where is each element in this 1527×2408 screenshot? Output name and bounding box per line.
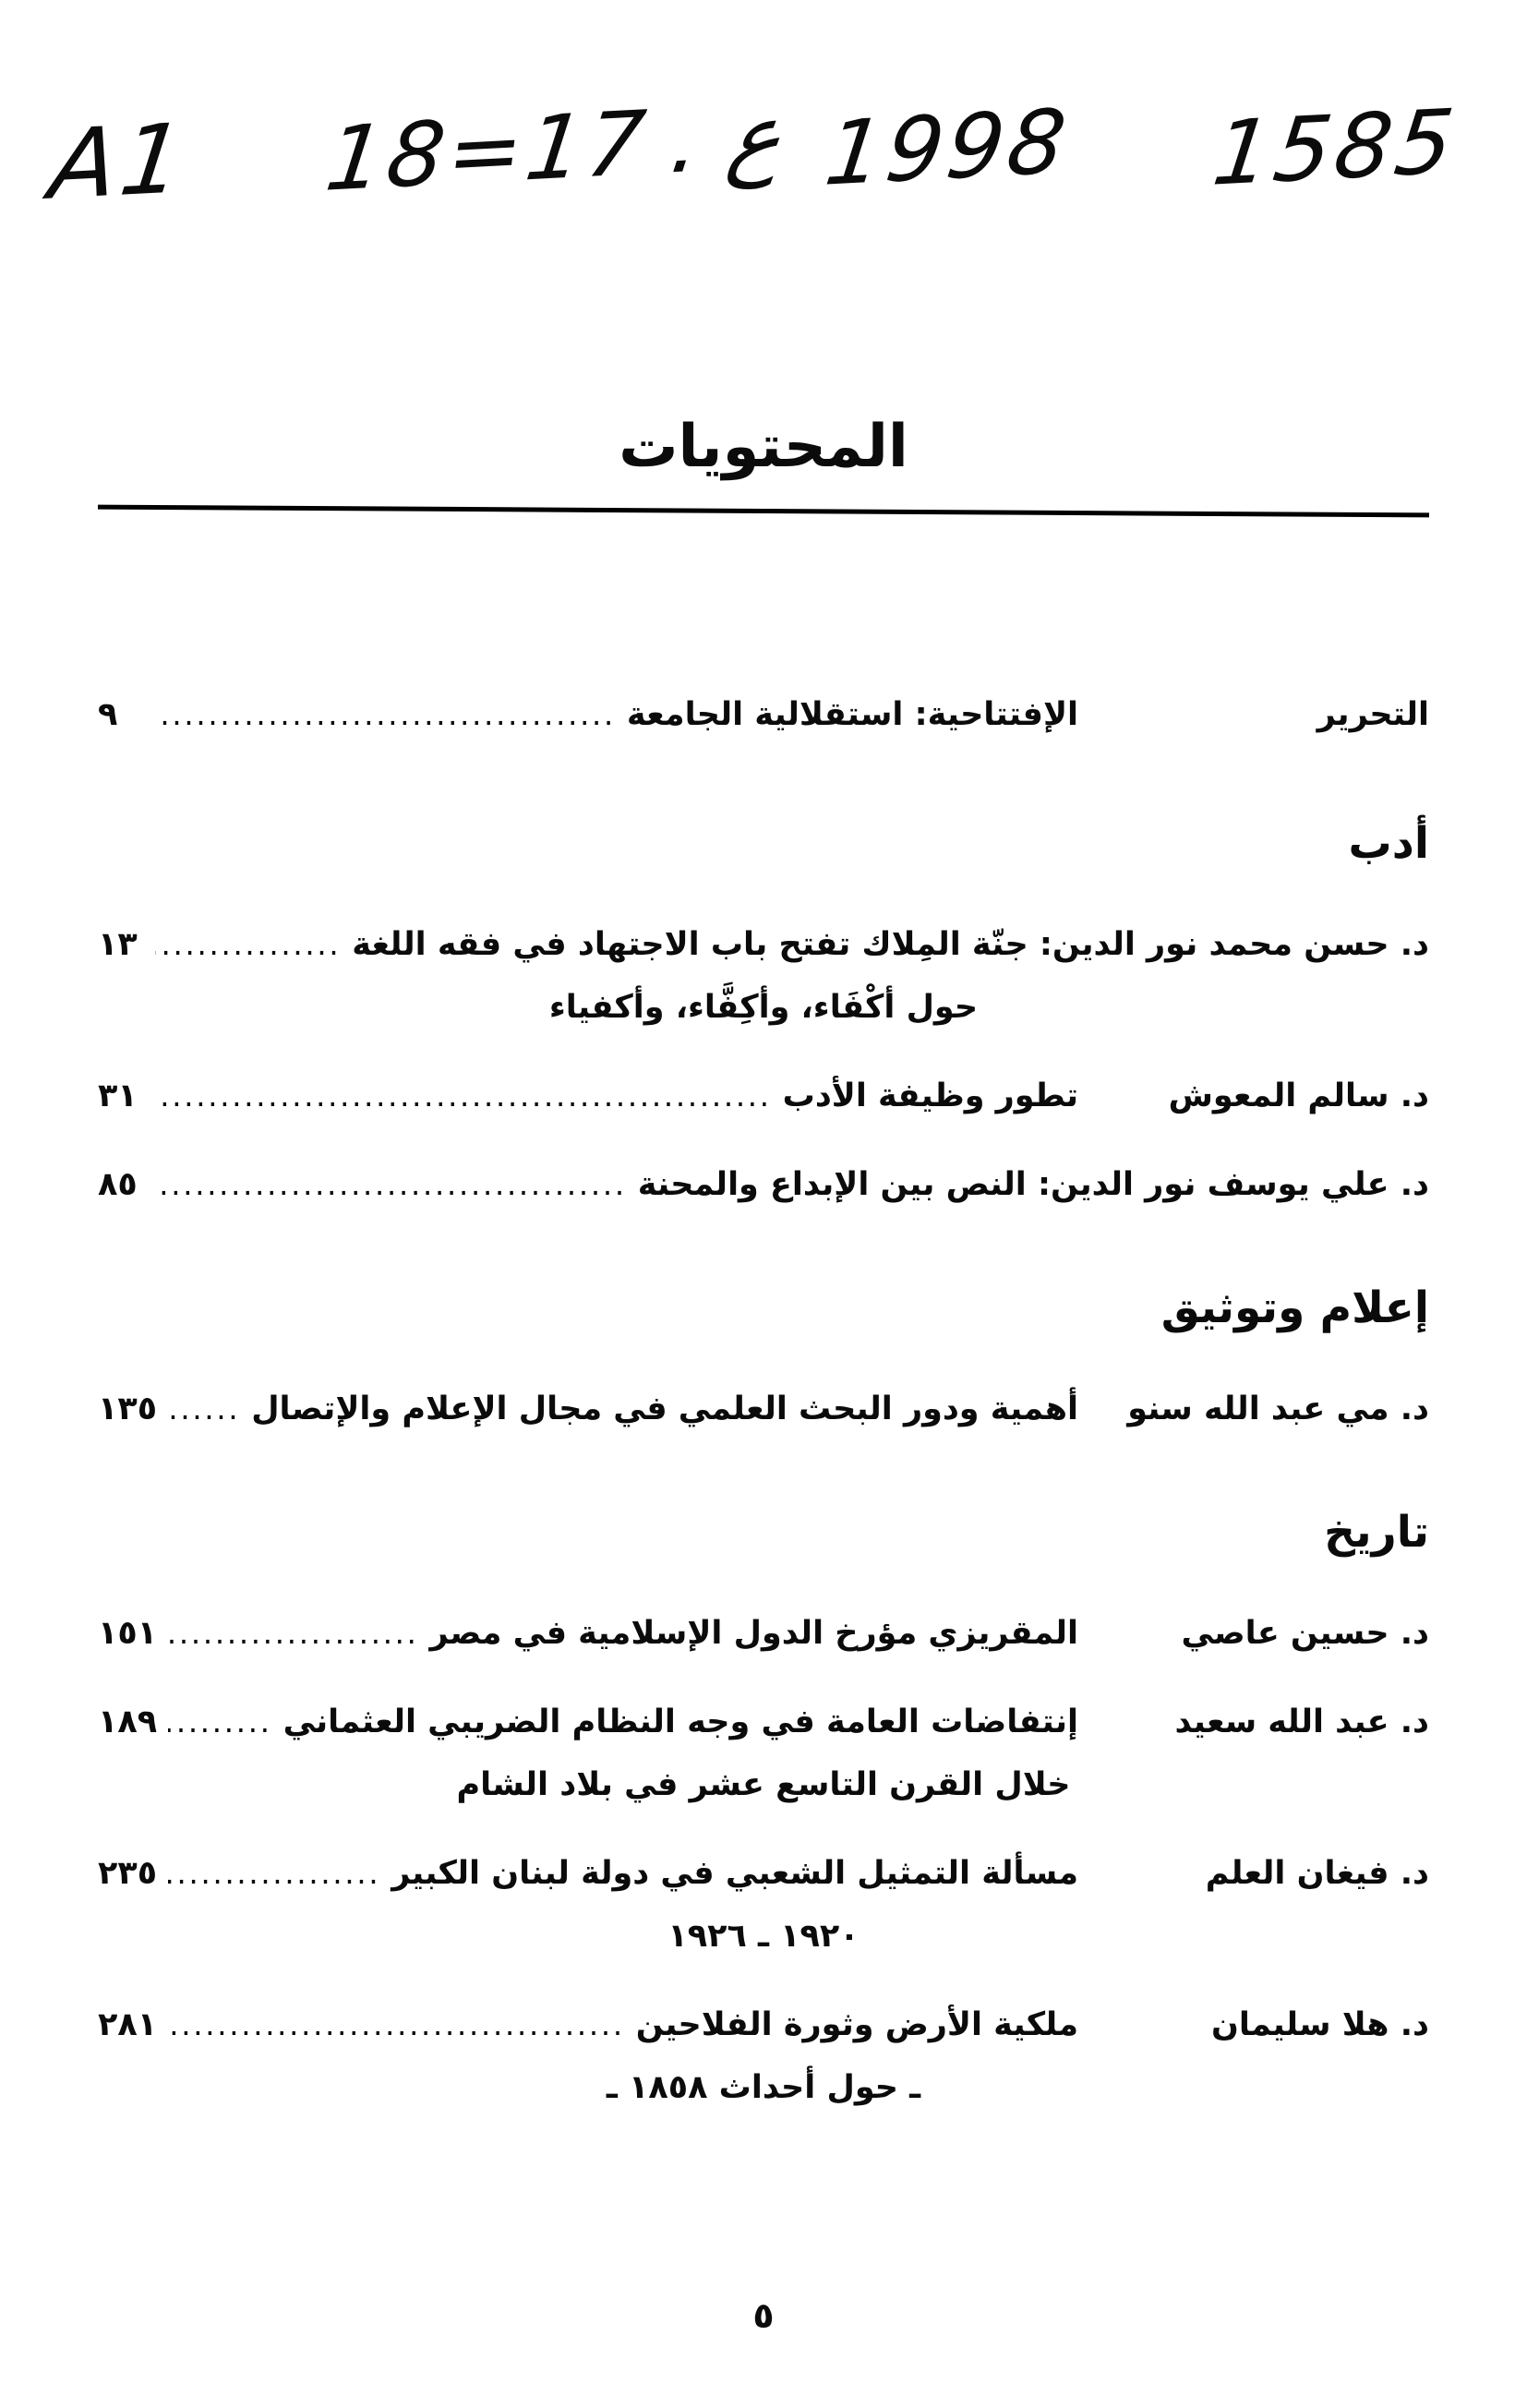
toc-entry-author: د. مي عبد الله سنو [1127,1391,1429,1427]
page-number-footer: ٥ [752,2295,775,2336]
document-page [0,79,1527,2408]
handwritten-code: A1 [43,102,194,222]
toc-entry [98,1391,1429,1427]
toc-entry-subtitle: ١٩٢٠ ـ ١٩٢٦ [667,1918,860,1955]
toc-entry-row [98,1704,1429,1740]
toc-entry-page-number: ٢٨١ [98,2006,158,2043]
handwritten-issue-letter: ع [721,84,788,191]
toc-dot-leader [168,1704,272,1740]
toc-dot-leader [168,1615,418,1651]
toc-entry-author: د. حسين عاصي [1181,1615,1429,1652]
toc-entry-title: إنتفاضات العامة في وجه النظام الضريبي العثماني [283,1704,1078,1740]
toc-dot-leader [155,696,616,732]
title-divider-rule [98,505,1429,518]
toc-entry-author: د. فيغان العلم [1205,1855,1429,1892]
page-title: المحتويات [619,413,908,481]
toc-entry [98,1166,1429,1203]
toc-entry-row [98,696,1429,733]
toc-dot-leader [168,1391,240,1427]
toc-entry-subtitle: حول أكْفَاء، وأكِفَّاء، وأكفياء [548,989,979,1026]
section-heading-history: تاريخ [1324,1507,1429,1558]
toc-entry-title: المقريزي مؤرخ الدول الإسلامية في مصر [429,1615,1078,1652]
toc-entry-row [98,1855,1429,1892]
toc-entry-page-number: ١٥١ [98,1615,158,1652]
toc-entry-row [98,1078,1429,1114]
toc-entry [98,1615,1429,1652]
toc-entry-title: د. حسن محمد نور الدين: جنّة المِلاك تفتح باب الاجتهاد في فقه اللغة [352,926,1429,963]
toc-entry-title: أهمية ودور البحث العلمي في مجال الإعلام والإتصال [251,1391,1078,1427]
handwritten-separator-dot: . [665,88,711,194]
handwritten-number: 1585 [1208,90,1463,206]
toc-entry [98,1078,1429,1114]
toc-entry-page-number: ١٨٩ [98,1704,158,1740]
handwritten-year: 1998 [820,90,1076,206]
toc-dot-leader [168,2006,625,2042]
toc-entry-row [98,1615,1429,1652]
toc-entry-title: مسألة التمثيل الشعبي في دولة لبنان الكبير [391,1855,1078,1892]
toc-entry-title: تطور وظيفة الأدب [782,1078,1078,1114]
toc-entry-row [98,926,1429,963]
section-heading-literature: أدب [1348,818,1429,869]
toc-entry-page-number: ٢٣٥ [98,1855,158,1892]
toc-entry-title: ملكية الأرض وثورة الفلاحين [635,2006,1078,2043]
handwritten-annotation [43,79,1463,269]
toc-entry [98,926,1429,1026]
toc-entry-title: الإفتتاحية: استقلالية الجامعة [626,696,1078,733]
toc-entry [98,2006,1429,2106]
toc-entry-subtitle: ـ حول أحداث ١٨٥٨ ـ [606,2069,921,2106]
toc-entry-author: د. سالم المعوش [1168,1078,1429,1114]
toc-entry-page-number: ١٣٥ [98,1391,158,1427]
toc-entry-title: د. علي يوسف نور الدين: النص بين الإبداع والمحنة [637,1166,1429,1203]
table-of-contents [98,696,1429,2106]
handwritten-issue [320,84,788,211]
toc-dot-leader [155,1078,772,1114]
handwritten-issue-range: 18=17 [320,90,655,211]
toc-dot-leader [155,926,341,962]
toc-entry-row [98,1391,1429,1427]
section-heading-media-documentation: إعلام وتوثيق [1160,1282,1429,1333]
toc-dot-leader [155,1166,627,1202]
toc-entry-author: د. عبد الله سعيد [1174,1704,1429,1740]
toc-entry-row [98,1166,1429,1203]
toc-entry-row [98,2006,1429,2043]
toc-entry-author: التحرير [1317,696,1429,733]
toc-entry [98,1855,1429,1955]
toc-entry-author: د. هلا سليمان [1211,2006,1429,2043]
toc-entry-page-number: ٨٥ [98,1166,138,1203]
toc-entry-page-number: ٣١ [98,1078,138,1114]
toc-entry [98,696,1429,733]
toc-entry [98,1704,1429,1803]
toc-entry-page-number: ٩ [98,696,118,733]
toc-dot-leader [168,1855,380,1891]
toc-entry-subtitle: خلال القرن التاسع عشر في بلاد الشام [456,1766,1071,1803]
toc-entry-page-number: ١٣ [98,926,138,963]
